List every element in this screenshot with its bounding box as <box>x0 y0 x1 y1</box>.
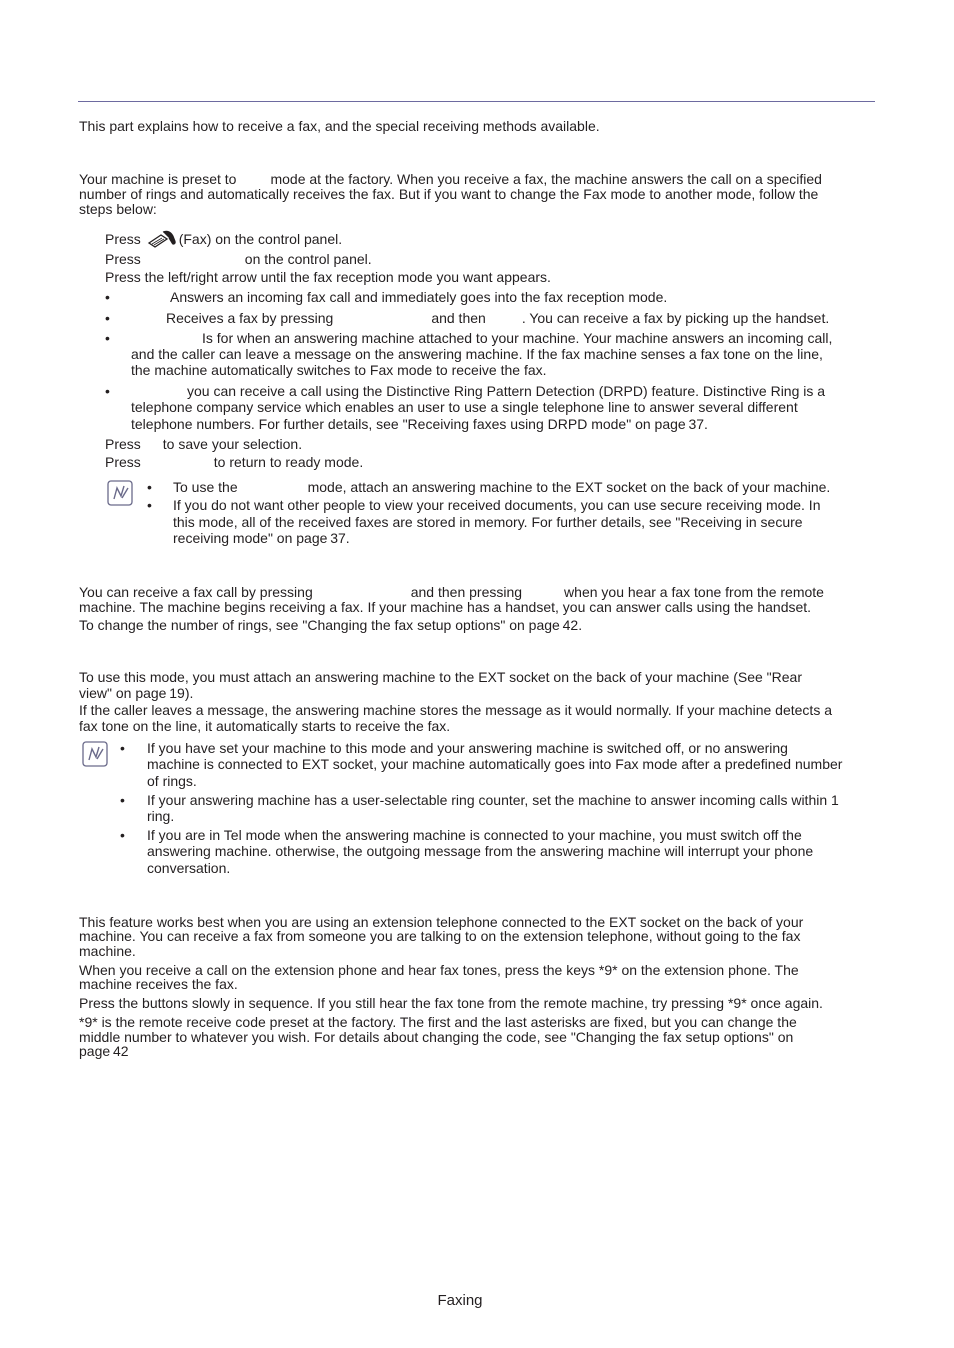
ans-line4: fax tone on the line, it automatically starts to receive the fax. <box>79 718 451 734</box>
step-2-press: Press <box>105 251 141 267</box>
mode-intro-b: mode at the factory. When you receive a fax, the machine answers the call on a specified <box>270 171 822 187</box>
step-1-rest: (Fax) on the control panel. <box>178 231 343 247</box>
note1-b1-b: mode, attach an answering machine to the EXT socket on the back of your machine. <box>307 479 831 495</box>
mode-tel-desc <box>166 310 829 327</box>
mode-tel-b: and then <box>431 310 486 326</box>
mode-drpd-line2: telephone company service which enables an user to use a single telephone line to answer several different <box>131 399 798 415</box>
ext-p1-line2: machine. You can receive a fax from someone you are talking to on the extension telephone, without going to the fax <box>79 928 801 944</box>
note1-bullet1 <box>173 479 830 496</box>
step-5-rest: to return to ready mode. <box>213 454 364 470</box>
bullet-dot: • <box>105 330 110 346</box>
note2-b1-line3: of rings. <box>147 773 197 789</box>
bullet-dot: • <box>147 497 152 513</box>
tel-a: You can receive a fax call by pressing <box>79 584 313 600</box>
note2-b3-line3: conversation. <box>147 860 231 876</box>
ans-line3: If the caller leaves a message, the answering machine stores the message as it would normally. If your machine detects a <box>79 702 832 718</box>
intro-text: This part explains how to receive a fax, and the special receiving methods available. <box>79 118 600 134</box>
bullet-dot: • <box>120 740 125 756</box>
ans-line1: To use this mode, you must attach an answering machine to the EXT socket on the back of your machine (See "Rear <box>79 669 802 685</box>
note2-b3-line1: If you are in Tel mode when the answering machine is connected to your machine, you must switch off the <box>147 827 802 843</box>
bullet-dot: • <box>105 310 110 326</box>
ext-p4-line2: middle number to whatever you wish. For details about changing the code, see "Changing the fax setup options" on <box>79 1029 794 1045</box>
mode-tel-c: . You can receive a fax by picking up the handset. <box>521 310 830 326</box>
mode-intro-line2: number of rings and automatically receives the fax. But if you want to change the Fax mode to another mode, follow the <box>79 186 819 202</box>
mode-tel-a: Receives a fax by pressing <box>166 310 334 326</box>
step-4-rest: to save your selection. <box>162 436 303 452</box>
note2-b2-line1: If your answering machine has a user-selectable ring counter, set the machine to answer incoming calls within 1 <box>147 792 839 808</box>
note1-b2-line3: receiving mode" on page 37. <box>173 530 350 546</box>
step-4 <box>105 436 302 453</box>
ext-p2-line1: When you receive a call on the extension phone and hear fax tones, press the keys *9* on the extension phone. The <box>79 962 799 978</box>
mode-drpd-line3: telephone numbers. For further details, see "Receiving faxes using DRPD mode" on page 37. <box>131 416 708 432</box>
mode-fax-desc: Answers an incoming fax call and immediately goes into the fax reception mode. <box>170 289 668 305</box>
bullet-dot: • <box>105 289 110 305</box>
mode-ans-line1: Is for when an answering machine attached to your machine. Your machine answers an incoming call, <box>202 330 833 346</box>
note1-b2-line2: this mode, all of the received faxes are stored in memory. For further details, see "Receiving in secure <box>173 514 803 530</box>
page-footer: Faxing <box>437 1292 483 1309</box>
note2-b3-line2: answering machine. otherwise, the outgoing message from the answering machine will interrupt your phone <box>147 843 814 859</box>
note1-b1-a: To use the <box>173 479 238 495</box>
bullet-dot: • <box>105 383 110 399</box>
ext-p4-line1: *9* is the remote receive code preset at the factory. The first and the last asterisks are fixed, but you can change the <box>79 1014 797 1030</box>
step-2-rest: on the control panel. <box>244 251 372 267</box>
note2-b2-line2: ring. <box>147 808 175 824</box>
step-1 <box>105 228 342 250</box>
tel-c: when you hear a fax tone from the remote <box>564 584 824 600</box>
tel-line2: machine. The machine begins receiving a fax. If your machine has a handset, you can answer calls using the handset. <box>79 599 812 615</box>
ext-p1-line1: This feature works best when you are using an extension telephone connected to the EXT socket on the back of your <box>79 914 804 930</box>
ext-p2-line2: machine receives the fax. <box>79 976 238 992</box>
mode-ans-line2: and the caller can leave a message on the answering machine. If the fax machine senses a fax tone on the line, <box>131 346 823 362</box>
step-3: Press the left/right arrow until the fax reception mode you want appears. <box>105 269 551 285</box>
mode-ans-line3: the machine automatically switches to Fax mode to receive the fax. <box>131 362 547 378</box>
step-5-press: Press <box>105 454 141 470</box>
note-icon <box>107 480 133 506</box>
fax-icon <box>145 228 179 250</box>
tel-line3: To change the number of rings, see "Changing the fax setup options" on page 42. <box>79 617 583 633</box>
step-2 <box>105 251 372 268</box>
header-rule <box>78 101 875 102</box>
note-icon <box>82 741 108 767</box>
bullet-dot: • <box>120 792 125 808</box>
ext-p3: Press the buttons slowly in sequence. If you still hear the fax tone from the remote machine, try pressing *9* once again. <box>79 995 823 1011</box>
ans-line2: view" on page 19). <box>79 685 194 701</box>
step-4-press: Press <box>105 436 141 452</box>
bullet-dot: • <box>120 827 125 843</box>
step-5 <box>105 454 363 471</box>
note1-b2-line1: If you do not want other people to view your received documents, you can use secure receiving mode. In <box>173 497 821 513</box>
bullet-dot: • <box>147 479 152 495</box>
ext-p1-line3: machine. <box>79 943 136 959</box>
ext-p4-line3: page 42 <box>79 1043 129 1059</box>
step-1-press: Press <box>105 231 141 247</box>
tel-b: and then pressing <box>410 584 523 600</box>
note2-b1-line2: machine is connected to EXT socket, your machine automatically goes into Fax mode after a predefined number <box>147 756 843 772</box>
mode-intro-line3: steps below: <box>79 201 157 217</box>
note2-b1-line1: If you have set your machine to this mode and your answering machine is switched off, or no answering <box>147 740 788 756</box>
mode-intro-a: Your machine is preset to <box>79 171 237 187</box>
mode-drpd-line1: you can receive a call using the Distinctive Ring Pattern Detection (DRPD) feature. Distinctive Ring is a <box>187 383 826 399</box>
